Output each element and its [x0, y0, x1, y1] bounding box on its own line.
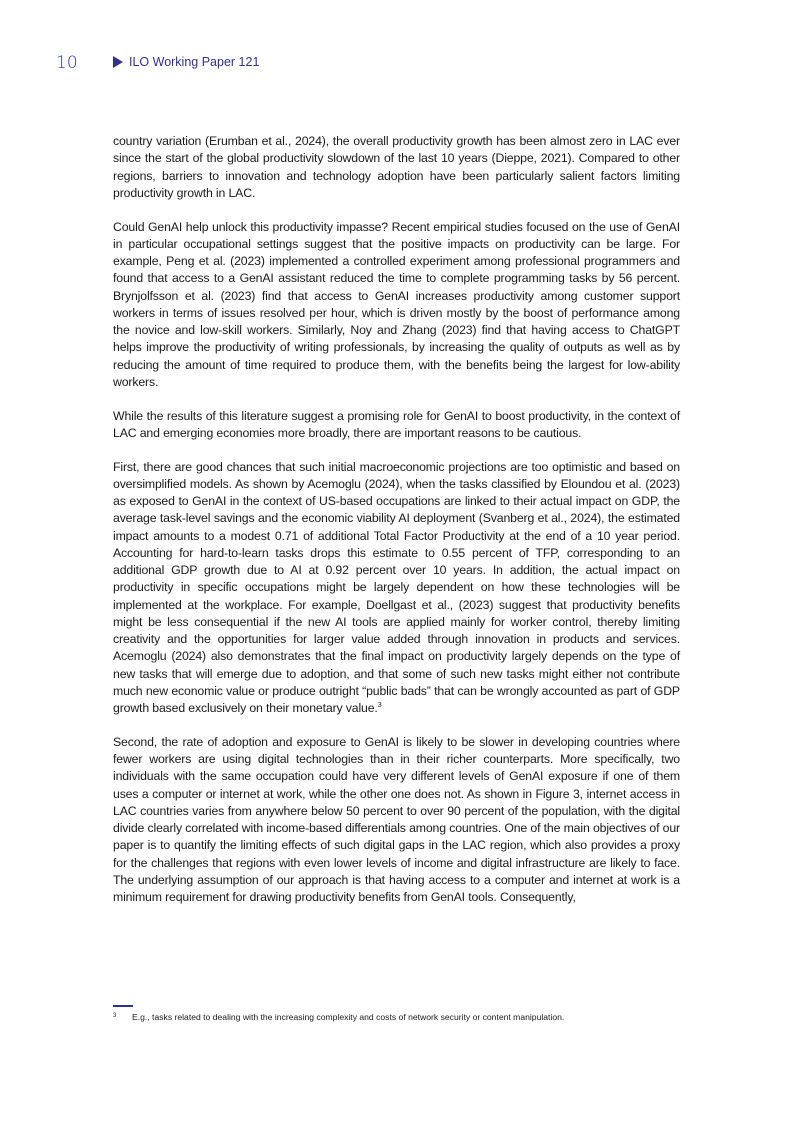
page-number: 10	[56, 53, 78, 73]
running-header	[113, 55, 259, 69]
triangle-right-icon	[113, 56, 123, 68]
running-title: ILO Working Paper 121	[129, 55, 260, 69]
paragraph-4-text: First, there are good chances that such initial macroeconomic projections are too optimistic and based on oversimplified models. As shown by Acemoglu (2024), when the tasks classified by Eloundou et al. (2023) as exposed to GenAI in the context of US-based occupations are linked to their actual impact on GDP, the average task-level savings and the economic viability AI deployment (Svanberg et al., 2024), the estimated impact amounts to a modest 0.71 of additional Total Factor Productivity at the end of a 10 year period. Accounting for hard-to-learn tasks drops this estimate to 0.55 percent of TFP, corresponding to an additional GDP growth due to AI at 0.92 percent over 10 years. In addition, the actual impact on productivity in specific occupations might be largely dependent on how these technologies will be implemented at the workplace. For example, Doellgast et al., (2023) suggest that productivity benefits might be less consequential if the new AI tools are applied mainly for worker control, thereby limiting creativity and the opportunities for larger value added through innovation in products and services. Acemoglu (2024) also demonstrates that the final impact on productivity largely depends on the type of new tasks that will emerge due to adoption, and that some of such new tasks might either not contribute much new economic value or produce outright “public bads” that can be wrongly accounted as part of GDP growth based exclusively on their monetary value.	[113, 459, 680, 715]
footnote	[113, 1011, 680, 1023]
paragraph-1: country variation (Erumban et al., 2024), the overall productivity growth has been almost zero in LAC ever since the start of the global productivity slowdown of the last 10 years (Dieppe, 2021). Compared to other regions, barriers to innovation and technology adoption have been particularly salient factors limiting productivity growth in LAC.	[113, 134, 680, 200]
paragraph-3: While the results of this literature suggest a promising role for GenAI to boost productivity, in the context of LAC and emerging economies more broadly, there are important reasons to be cautious.	[113, 408, 680, 440]
footnote-reference[interactable]: 3	[377, 701, 382, 709]
body-text	[113, 133, 680, 923]
footnote-text: E.g., tasks related to dealing with the increasing complexity and costs of network security or content manipulation.	[132, 1012, 565, 1022]
footnote-number: 3	[113, 1013, 117, 1019]
paragraph-2: Could GenAI help unlock this productivity impasse? Recent empirical studies focused on the use of GenAI in particular occupational settings suggest that the positive impacts on productivity can be large. For example, Peng et al. (2023) implemented a controlled experiment among professional programmers and found that access to a GenAI assistant reduced the time to complete programming tasks by 56 percent. Brynjolfsson et al. (2023) find that access to GenAI increases productivity among customer support workers in terms of issues resolved per hour, which is driven mostly by the boost of performance among the novice and low-skill workers. Similarly, Noy and Zhang (2023) find that having access to ChatGPT helps improve the productivity of writing professionals, by increasing the quality of outputs as well as by reducing the amount of time required to produce them, with the benefits being the largest for low-ability workers.	[113, 219, 680, 389]
footnote-divider	[113, 1005, 133, 1007]
paragraph-5: Second, the rate of adoption and exposure to GenAI is likely to be slower in developing countries where fewer workers are using digital technologies than in their richer counterparts. More specifically, two individuals with the same occupation could have very different levels of GenAI exposure if one of them uses a computer or internet at work, while the other one does not. As shown in Figure 3, internet access in LAC countries varies from anywhere below 50 percent to over 90 percent of the population, with the digital divide clearly correlated with income-based differentials among countries. One of the main objectives of our paper is to quantify the limiting effects of such digital gaps in the LAC region, which also provides a proxy for the challenges that regions with even lower levels of income and digital infrastructure are likely to face. The underlying assumption of our approach is that having access to a computer and internet at work is a minimum requirement for drawing productivity benefits from GenAI tools. Consequently,	[113, 734, 680, 904]
paragraph-4	[113, 459, 680, 718]
